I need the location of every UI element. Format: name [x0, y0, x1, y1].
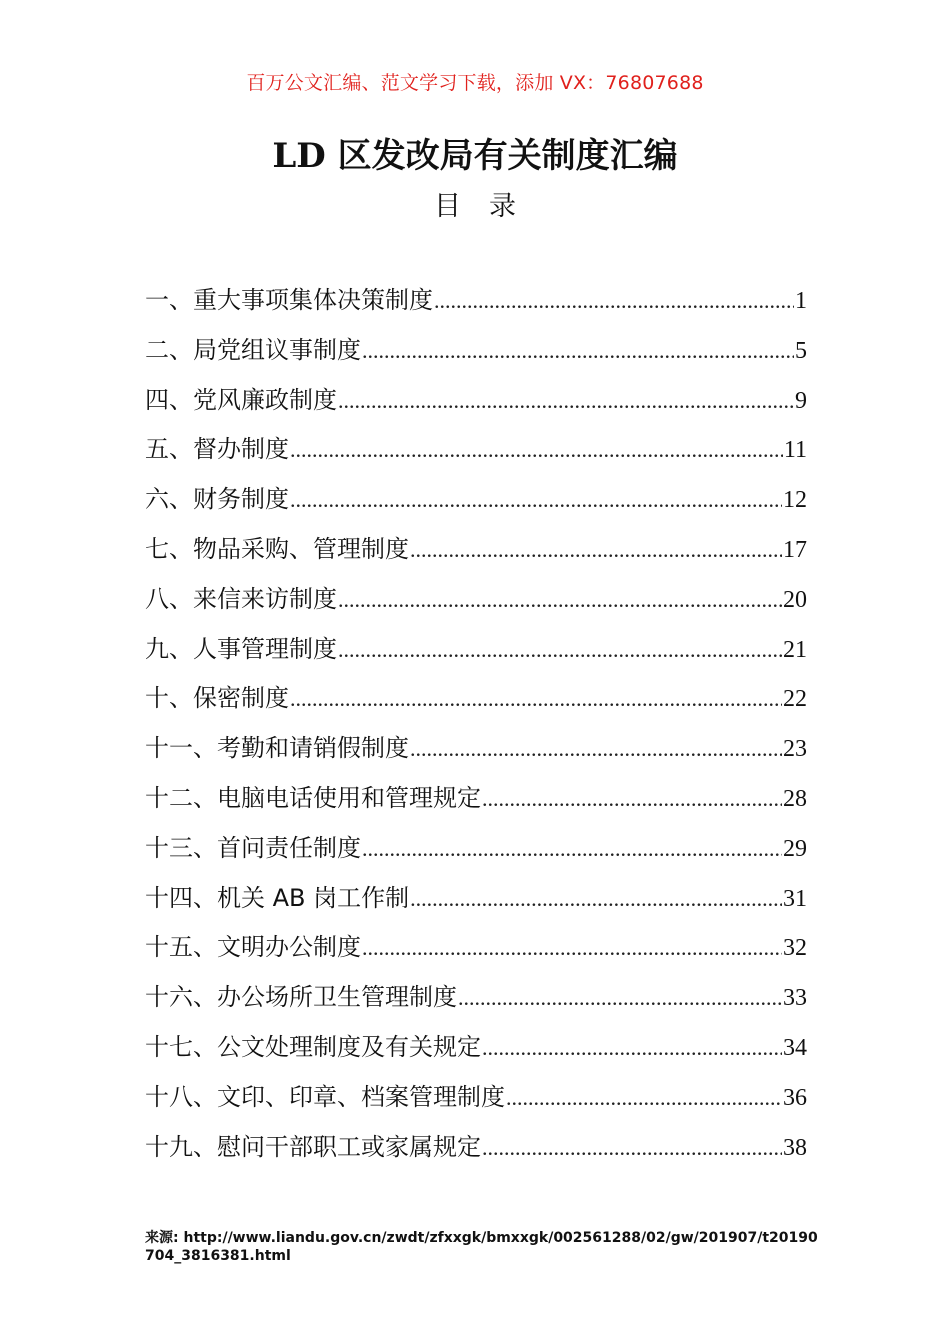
toc-dot-leader	[482, 1027, 782, 1069]
toc-entry-title: 一、重大事项集体决策制度	[145, 286, 433, 314]
toc-entry-page-number: 1	[795, 288, 807, 314]
toc-entry-title: 十七、公文处理制度及有关规定	[145, 1032, 481, 1061]
toc-dot-leader	[506, 1077, 782, 1119]
toc-entry-title: 十、保密制度	[145, 684, 289, 713]
toc-entry-page-number: 28	[783, 785, 807, 812]
toc-entry-title: 九、人事管理制度	[145, 634, 337, 663]
toc-entry-page-number: 29	[783, 835, 807, 862]
watermark-banner: 百万公文汇编、范文学习下载，添加 VX：76807688	[246, 72, 704, 94]
toc-entry-title: 十四、机关 AB 岗工作制	[145, 883, 410, 912]
toc-entry-page-number: 36	[783, 1084, 807, 1111]
toc-entry-page-number: 31	[783, 885, 807, 912]
toc-entry-title: 五、督办制度	[145, 435, 289, 464]
toc-entry-page-number: 21	[783, 636, 807, 663]
toc-entry[interactable]	[145, 528, 807, 578]
toc-dot-leader	[362, 828, 782, 870]
toc-entry[interactable]	[145, 329, 807, 379]
toc-entry-page-number: 11	[783, 437, 807, 464]
table-of-contents	[145, 279, 807, 1175]
toc-heading: 目录	[434, 191, 544, 222]
toc-entry-title: 七、物品采购、管理制度	[145, 534, 409, 563]
toc-entry[interactable]	[145, 578, 807, 628]
toc-dot-leader	[338, 579, 782, 621]
toc-entry-page-number: 38	[783, 1134, 807, 1161]
toc-entry[interactable]	[145, 1026, 807, 1076]
toc-entry-page-number: 9	[795, 387, 807, 414]
toc-dot-leader	[362, 330, 794, 372]
toc-entry-title: 十五、文明办公制度	[145, 933, 361, 962]
toc-entry[interactable]	[145, 677, 807, 727]
toc-entry-title: 六、财务制度	[145, 485, 289, 514]
toc-entry-title: 十九、慰问干部职工或家属规定	[145, 1132, 481, 1161]
toc-entry-page-number: 34	[783, 1034, 807, 1061]
toc-entry-title: 八、来信来访制度	[145, 584, 337, 613]
toc-dot-leader	[290, 678, 782, 720]
source-label: 来源:	[145, 1230, 179, 1246]
toc-dot-leader	[338, 380, 794, 422]
toc-entry[interactable]	[145, 877, 807, 927]
toc-entry-title: 十六、办公场所卫生管理制度	[145, 983, 457, 1012]
page-title: LD 区发改局有关制度汇编	[272, 136, 678, 176]
toc-entry-title: 十一、考勤和请销假制度	[145, 734, 409, 763]
toc-entry-title: 十八、文印、印章、档案管理制度	[145, 1082, 505, 1111]
toc-entry[interactable]	[145, 827, 807, 877]
toc-dot-leader	[482, 778, 782, 820]
toc-entry-page-number: 32	[783, 935, 807, 962]
toc-entry-title: 二、局党组议事制度	[145, 335, 361, 364]
toc-entry-page-number: 5	[795, 337, 807, 364]
toc-dot-leader	[338, 629, 782, 671]
toc-entry[interactable]	[145, 379, 807, 429]
toc-entry-title: 十三、首问责任制度	[145, 833, 361, 862]
toc-dot-leader	[410, 529, 782, 571]
toc-entry-page-number: 23	[783, 736, 807, 763]
toc-entry-page-number: 22	[783, 686, 807, 713]
toc-entry-page-number: 33	[783, 985, 807, 1012]
toc-entry[interactable]	[145, 428, 807, 478]
toc-entry[interactable]	[145, 727, 807, 777]
toc-entry-title: 四、党风廉政制度	[145, 385, 337, 414]
toc-dot-leader	[362, 927, 782, 969]
toc-entry-page-number: 20	[783, 586, 807, 613]
source-url[interactable]: http://www.liandu.gov.cn/zwdt/zfxxgk/bmxxgk/002561288/02/gw/201907/t20190704_3816381.html	[145, 1230, 818, 1264]
toc-dot-leader	[410, 728, 782, 770]
toc-entry[interactable]	[145, 279, 807, 329]
toc-dot-leader	[434, 280, 794, 322]
source-citation	[145, 1229, 825, 1265]
toc-dot-leader	[482, 1127, 782, 1169]
toc-entry[interactable]	[145, 628, 807, 678]
toc-entry[interactable]	[145, 478, 807, 528]
toc-entry[interactable]	[145, 1126, 807, 1176]
toc-entry[interactable]	[145, 1076, 807, 1126]
toc-entry-title: 十二、电脑电话使用和管理规定	[145, 783, 481, 812]
toc-dot-leader	[290, 479, 782, 521]
toc-dot-leader	[458, 977, 782, 1019]
toc-entry-page-number: 17	[783, 536, 807, 563]
toc-dot-leader	[290, 429, 783, 471]
toc-dot-leader	[410, 878, 782, 920]
toc-entry[interactable]	[145, 976, 807, 1026]
toc-entry-page-number: 12	[783, 487, 807, 514]
toc-entry[interactable]	[145, 926, 807, 976]
toc-entry[interactable]	[145, 777, 807, 827]
